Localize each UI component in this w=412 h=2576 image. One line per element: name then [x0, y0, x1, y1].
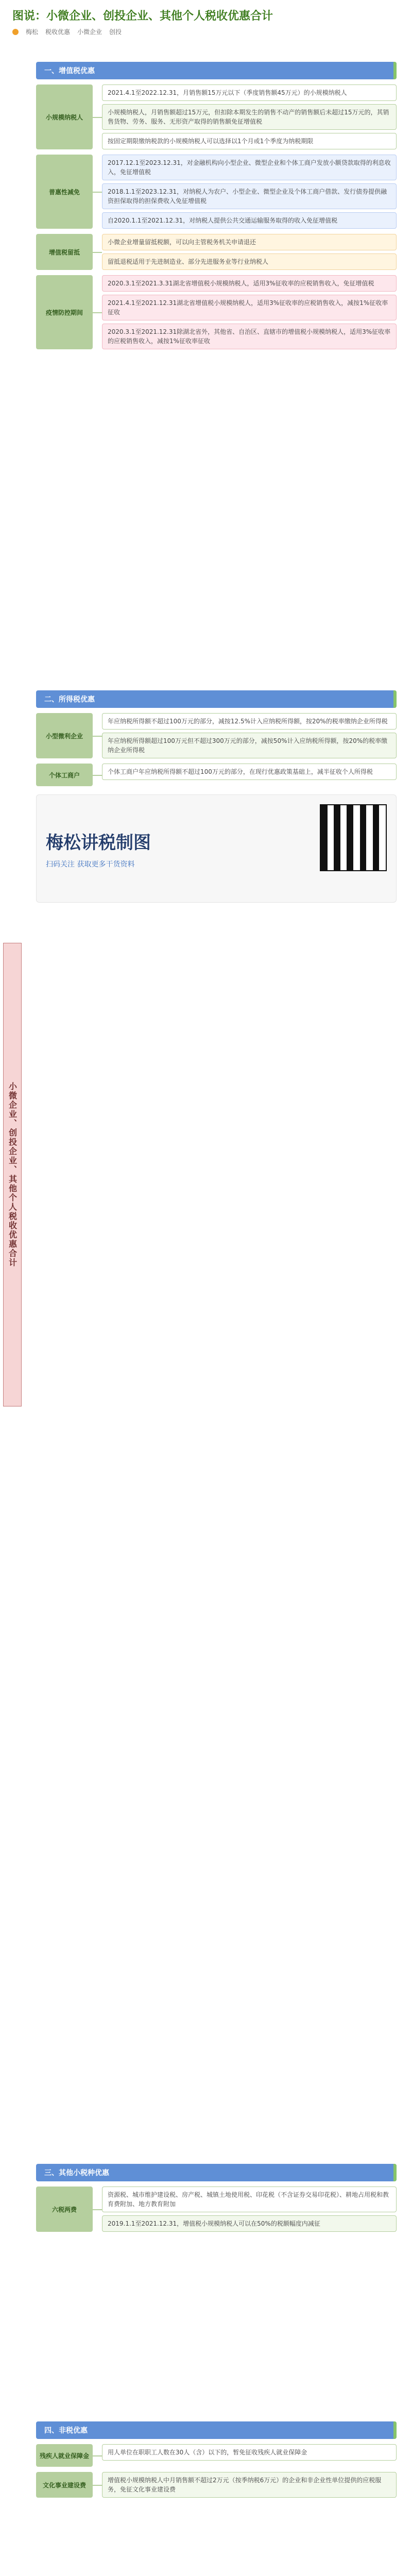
tag-3: 创投	[109, 28, 122, 36]
tag-1: 税收优惠	[45, 28, 71, 36]
connector	[93, 275, 102, 349]
list-item: 小规模纳税人，月销售额超过15万元，但扣除本期发生的销售不动产的销售额后未超过15万元的，其销售货物、劳务、服务、无形资产取得的销售额免征增值税	[102, 104, 397, 130]
list-item: 留抵退税适用于先进制造业、部分先进服务业等行业纳税人	[102, 253, 397, 270]
list-item: 2020.3.1至2021.3.31湖北省增值税小规模纳税人，适用3%征收率的应税销售收入，免征增值税	[102, 275, 397, 292]
items	[102, 84, 397, 149]
group-label: 文化事业建设费	[36, 2472, 93, 2498]
list-item: 自2020.1.1至2021.12.31，对纳税人提供公共交通运输服务取得的收入免征增值税	[102, 212, 397, 229]
items	[102, 2472, 397, 2498]
section-income-tax	[36, 690, 397, 911]
list-item: 年应纳税所得额超过100万元但不超过300万元的部分，减按50%计入应纳税所得额，按20%的税率缴纳企业所得税	[102, 733, 397, 758]
connector	[93, 713, 102, 758]
group-disability-fund	[36, 2444, 397, 2467]
list-item: 资源税、城市维护建设税、房产税、城镇土地使用税、印花税（不含证券交易印花税）、耕地占用税和教育费附加、地方教育附加	[102, 2187, 397, 2212]
connector	[93, 84, 102, 149]
page-title: 图说：小微企业、创投企业、其他个人税收优惠合计	[12, 10, 273, 23]
connector	[93, 155, 102, 229]
meta-row	[12, 27, 400, 36]
group-culture-fee	[36, 2472, 397, 2498]
group-label: 小型微利企业	[36, 713, 93, 758]
items	[102, 275, 397, 349]
list-item: 按固定期限缴纳税款的小规模纳税人可以选择以1个月或1个季度为纳税期限	[102, 133, 397, 149]
section-other-taxes	[36, 2164, 397, 2237]
brand-banner	[36, 794, 397, 903]
theme-spine-text: 小微企业、创投企业、其他个人税收优惠合计	[7, 1082, 18, 1267]
group-label: 残疾人就业保障金	[36, 2444, 93, 2467]
group-retained-tax	[36, 234, 397, 270]
list-item: 小微企业增量留抵税额，可以向主管税务机关申请退还	[102, 234, 397, 250]
list-item: 用人单位在职职工人数在30人（含）以下的，暂免征收残疾人就业保障金	[102, 2444, 397, 2461]
list-item: 2020.3.1至2021.12.31除湖北省外，其他省、自治区、直辖市的增值税小规模纳税人，适用3%征收率的应税销售收入，减按1%征收率征收	[102, 324, 397, 349]
connector	[93, 2444, 102, 2467]
list-item: 2021.4.1至2022.12.31，月销售额15万元以下（季度销售额45万元）的小规模纳税人	[102, 84, 397, 101]
group-label: 六税两费	[36, 2187, 93, 2232]
group-micro-profit	[36, 713, 397, 758]
group-epidemic	[36, 275, 397, 349]
qr-code-icon	[320, 804, 387, 871]
list-item: 个体工商户年应纳税所得额不超过100万元的部分，在现行优惠政策基础上，减半征收个人所得税	[102, 764, 397, 780]
connector	[93, 2187, 102, 2232]
list-item: 年应纳税所得额不超过100万元的部分，减按12.5%计入应纳税所得额，按20%的税率缴纳企业所得税	[102, 713, 397, 730]
tag-2: 小微企业	[77, 28, 102, 36]
section-vat	[36, 62, 397, 354]
list-item: 2017.12.1至2023.12.31，对金融机构向小型企业、微型企业和个体工商户发放小额贷款取得的利息收入，免征增值税	[102, 155, 397, 180]
connector	[93, 2472, 102, 2498]
group-label: 小规模纳税人	[36, 84, 93, 149]
list-item: 2021.4.1至2021.12.31湖北省增值税小规模纳税人，适用3%征收率的应税销售收入，减按1%征收率征收	[102, 295, 397, 320]
list-item: 2018.1.1至2023.12.31，对纳税人为农户、小型企业、微型企业及个体工商户借款、发行债券提供融资担保取得的担保费收入免征增值税	[102, 183, 397, 209]
section-title: 三、其他小税种优惠	[36, 2164, 397, 2181]
header	[0, 0, 412, 41]
author-name: 梅松	[26, 28, 39, 36]
group-label: 增值税留抵	[36, 234, 93, 270]
group-inclusive	[36, 155, 397, 229]
items	[102, 2187, 397, 2232]
list-item: 2019.1.1至2021.12.31，增值税小规模纳税人可以在50%的税额幅度内减征	[102, 2215, 397, 2232]
section-title: 一、增值税优惠	[36, 62, 397, 79]
section-non-tax	[36, 2421, 397, 2503]
items	[102, 234, 397, 270]
items	[102, 764, 397, 786]
group-label: 个体工商户	[36, 764, 93, 786]
section-title: 四、非税优惠	[36, 2421, 397, 2439]
group-small-scale	[36, 84, 397, 149]
theme-spine	[3, 943, 22, 1406]
items	[102, 155, 397, 229]
group-six-taxes	[36, 2187, 397, 2232]
author-dot-icon	[12, 29, 19, 35]
connector	[93, 764, 102, 786]
list-item: 增值税小规模纳税人中月销售额不超过2万元（按季纳税6万元）的企业和非企业性单位提供的应税服务，免征文化事业建设费	[102, 2472, 397, 2498]
brand-slogan: 扫码关注 获取更多干货资料	[46, 860, 135, 869]
group-label: 普惠性减免	[36, 155, 93, 229]
group-label: 疫情防控期间	[36, 275, 93, 349]
section-title: 二、所得税优惠	[36, 690, 397, 708]
group-individual-business	[36, 764, 397, 786]
items	[102, 2444, 397, 2467]
connector	[93, 234, 102, 270]
items	[102, 713, 397, 758]
brand-title: 梅松讲税制图	[46, 832, 151, 853]
